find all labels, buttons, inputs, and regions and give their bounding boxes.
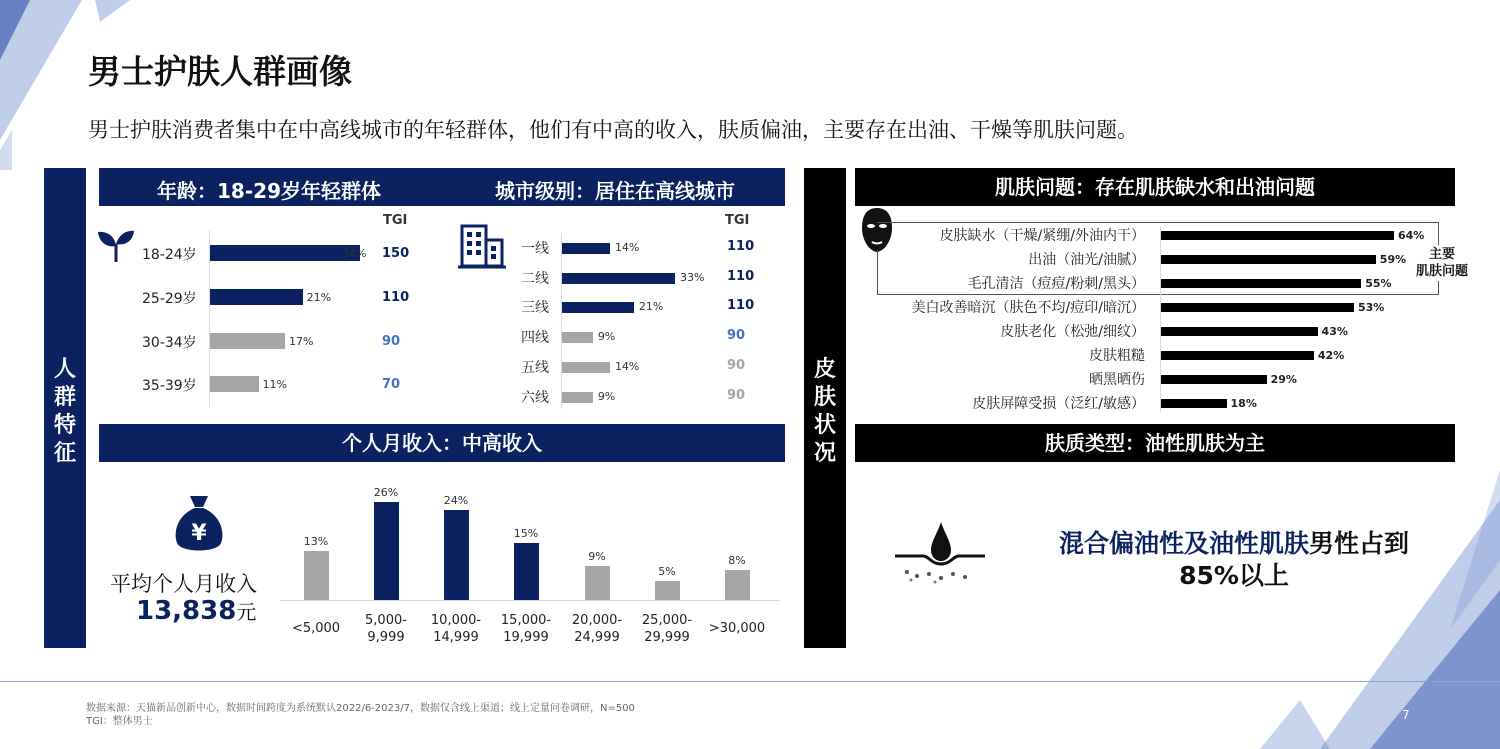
age-bar-value: 21% (306, 291, 332, 304)
page-subtitle: 男士护肤消费者集中在中高线城市的年轻群体，他们有中高的收入，肤质偏油，主要存在出油、干燥等肌肤问题。 (88, 118, 1138, 142)
city-tgi-header: TGI (725, 213, 750, 228)
income-bar-value: 9% (588, 550, 606, 564)
side-label-char: 状 (813, 413, 836, 438)
skin-type-header: 肤质类型：油性肌肤为主 (855, 424, 1455, 462)
city-bar (562, 362, 610, 373)
income-axis (280, 600, 780, 601)
skin-type-rest: 男性占到 (1309, 529, 1410, 558)
age-row-label: 35-39岁 (142, 378, 197, 394)
page-title: 男士护肤人群画像 (88, 52, 352, 91)
city-tgi-value: 110 (727, 268, 755, 284)
skin-issue-bar (1161, 255, 1376, 264)
side-label-char: 肤 (813, 385, 836, 410)
income-bar-value: 13% (303, 535, 329, 548)
skin-issue-value: 59% (1379, 253, 1407, 266)
city-tgi-value: 110 (727, 239, 755, 254)
skin-issue-value: 43% (1321, 325, 1348, 338)
main-issues-box-left-line (877, 250, 878, 295)
city-row-label: 一线 (521, 241, 549, 257)
income-bar-label: >30,000 (708, 621, 766, 636)
city-tgi-value: 110 (727, 298, 755, 314)
skin-side-label (804, 356, 846, 468)
city-tgi-value: 90 (727, 387, 746, 403)
skin-issue-value: 64% (1398, 229, 1425, 242)
city-bar (562, 273, 675, 284)
avg-income-value-group (136, 596, 256, 626)
skin-issue-label: 皮肤屏障受损（泛红/敏感） (972, 396, 1145, 412)
city-row-label: 五线 (521, 359, 549, 376)
city-bar-value: 9% (597, 389, 616, 403)
income-bar-label: 5,000- 9,999 (365, 613, 407, 645)
skin-issue-label: 美白改善暗沉（肤色不均/痘印/暗沉） (911, 300, 1145, 316)
population-side-label (44, 356, 86, 468)
skin-issue-label: 晒黑晒伤 (1089, 372, 1145, 388)
income-bar (655, 581, 680, 600)
income-bar (585, 566, 610, 600)
income-bar-label: 25,000- 29,999 (641, 613, 693, 645)
income-bar-value: 8% (728, 553, 746, 567)
side-label-char: 群 (53, 385, 76, 410)
skin-issue-value: 42% (1317, 349, 1345, 362)
age-row-label: 25-29岁 (142, 291, 197, 307)
skin-issue-bar (1161, 375, 1267, 384)
svg-text:¥: ¥ (191, 521, 207, 546)
city-bar (562, 392, 593, 403)
age-header: 年龄：18-29岁年轻群体 (157, 179, 381, 203)
city-row-label: 四线 (521, 330, 549, 347)
age-bar (210, 333, 285, 349)
city-row-label: 三线 (521, 300, 549, 317)
skin-issue-label: 皮肤老化（松弛/细纹） (1000, 324, 1145, 340)
skin-issue-bar (1161, 279, 1361, 288)
income-bar (514, 543, 539, 600)
footer-source: 数据来源：天猫新品创新中心，数据时间跨度为系统默认2022/6-2023/7，数据仅含线上渠道；线上定量问卷调研，N=500 (86, 703, 635, 714)
city-bar-value: 14% (614, 359, 640, 373)
footer-tgi-note: TGI：整体男士 (86, 716, 153, 727)
income-bar-label: 20,000- 24,999 (571, 613, 623, 645)
age-bar (210, 245, 360, 261)
skin-issue-value: 18% (1230, 397, 1257, 410)
skin-issue-bar (1161, 399, 1227, 408)
income-bar-value: 15% (513, 527, 539, 541)
city-bar-value: 14% (614, 241, 640, 254)
city-bar (562, 302, 634, 313)
side-label-char: 人 (53, 357, 76, 382)
skin-issues-header: 肌肤问题：存在肌肤缺水和出油问题 (855, 168, 1455, 206)
side-label-char: 征 (53, 441, 76, 466)
side-label-char: 况 (813, 441, 836, 466)
bottom-right-decoration (1260, 470, 1500, 749)
avg-income-value: 13,838 (136, 596, 237, 626)
income-bar (374, 502, 399, 600)
skin-issue-label: 出油（油光/油腻） (1028, 252, 1145, 268)
age-tgi-value: 90 (382, 334, 401, 349)
skin-side-bar (804, 168, 846, 648)
city-tgi-value: 90 (727, 357, 746, 373)
city-axis (561, 233, 562, 409)
skin-issue-value: 29% (1270, 373, 1297, 386)
skin-issue-bar (1161, 303, 1354, 312)
age-tgi-header: TGI (383, 213, 408, 228)
city-tgi-value: 90 (727, 328, 746, 344)
city-header: 城市级别：居住在高线城市 (495, 179, 735, 203)
skin-type-statement (1010, 528, 1458, 592)
age-tgi-value: 150 (382, 246, 410, 261)
sprout-icon (97, 228, 135, 262)
income-header: 个人月收入：中高收入 (99, 424, 785, 462)
income-bar-value: 26% (373, 486, 399, 499)
side-label-char: 特 (53, 413, 76, 438)
skin-type-line2: 85%以上 (1179, 561, 1289, 590)
income-bar-label: <5,000 (291, 621, 341, 636)
city-row-label: 二线 (521, 270, 549, 287)
income-bar-label: 10,000- 14,999 (430, 613, 482, 645)
avg-income-unit: 元 (236, 600, 257, 624)
main-issues-label: 主要 肌肤问题 (1416, 247, 1469, 279)
age-row-label: 18-24岁 (142, 247, 197, 263)
age-tgi-value: 110 (382, 290, 410, 305)
income-bar-label: 15,000- 19,999 (500, 613, 552, 645)
side-label-char: 皮 (813, 357, 836, 382)
population-side-bar (44, 168, 86, 648)
skin-issue-value: 55% (1365, 277, 1392, 290)
skin-type-highlight: 混合偏油性及油性肌肤 (1058, 529, 1309, 558)
city-bar-value: 9% (597, 330, 616, 344)
city-bar (562, 243, 610, 254)
income-bar-value: 24% (443, 493, 469, 507)
age-row-label: 30-34岁 (142, 335, 197, 351)
skin-issue-bar (1161, 351, 1314, 360)
oil-drop-skin-icon (895, 520, 985, 584)
age-tgi-value: 70 (382, 377, 401, 392)
city-bar-value: 21% (638, 300, 664, 314)
city-row-label: 六线 (521, 389, 549, 406)
money-bag-icon (173, 493, 225, 555)
income-bar (304, 551, 329, 600)
skin-issue-label: 皮肤粗糙 (1089, 348, 1145, 364)
building-icon (458, 223, 506, 269)
age-bar-value: 17% (289, 335, 314, 348)
age-bar-value: 11% (262, 378, 287, 391)
city-bar-value: 33% (680, 270, 705, 284)
footer-divider (0, 681, 1500, 682)
skin-issue-bar (1161, 231, 1394, 240)
skin-issue-label: 皮肤缺水（干燥/紧绷/外油内干） (939, 228, 1145, 244)
page-number: 7 (1402, 708, 1410, 722)
age-bar (210, 376, 259, 392)
income-bar (725, 570, 750, 600)
skin-issue-label: 毛孔清洁（痘痘/粉刺/黑头） (967, 276, 1145, 292)
age-bar-value: 34% (342, 247, 367, 260)
skin-issues-axis (1160, 226, 1161, 412)
income-bar (444, 510, 469, 600)
skin-issue-value: 53% (1357, 301, 1385, 314)
avg-income-label: 平均个人月收入 (110, 572, 257, 596)
income-bar-value: 5% (658, 565, 676, 579)
city-bar (562, 332, 593, 343)
age-bar (210, 289, 303, 305)
skin-issue-bar (1161, 327, 1318, 336)
